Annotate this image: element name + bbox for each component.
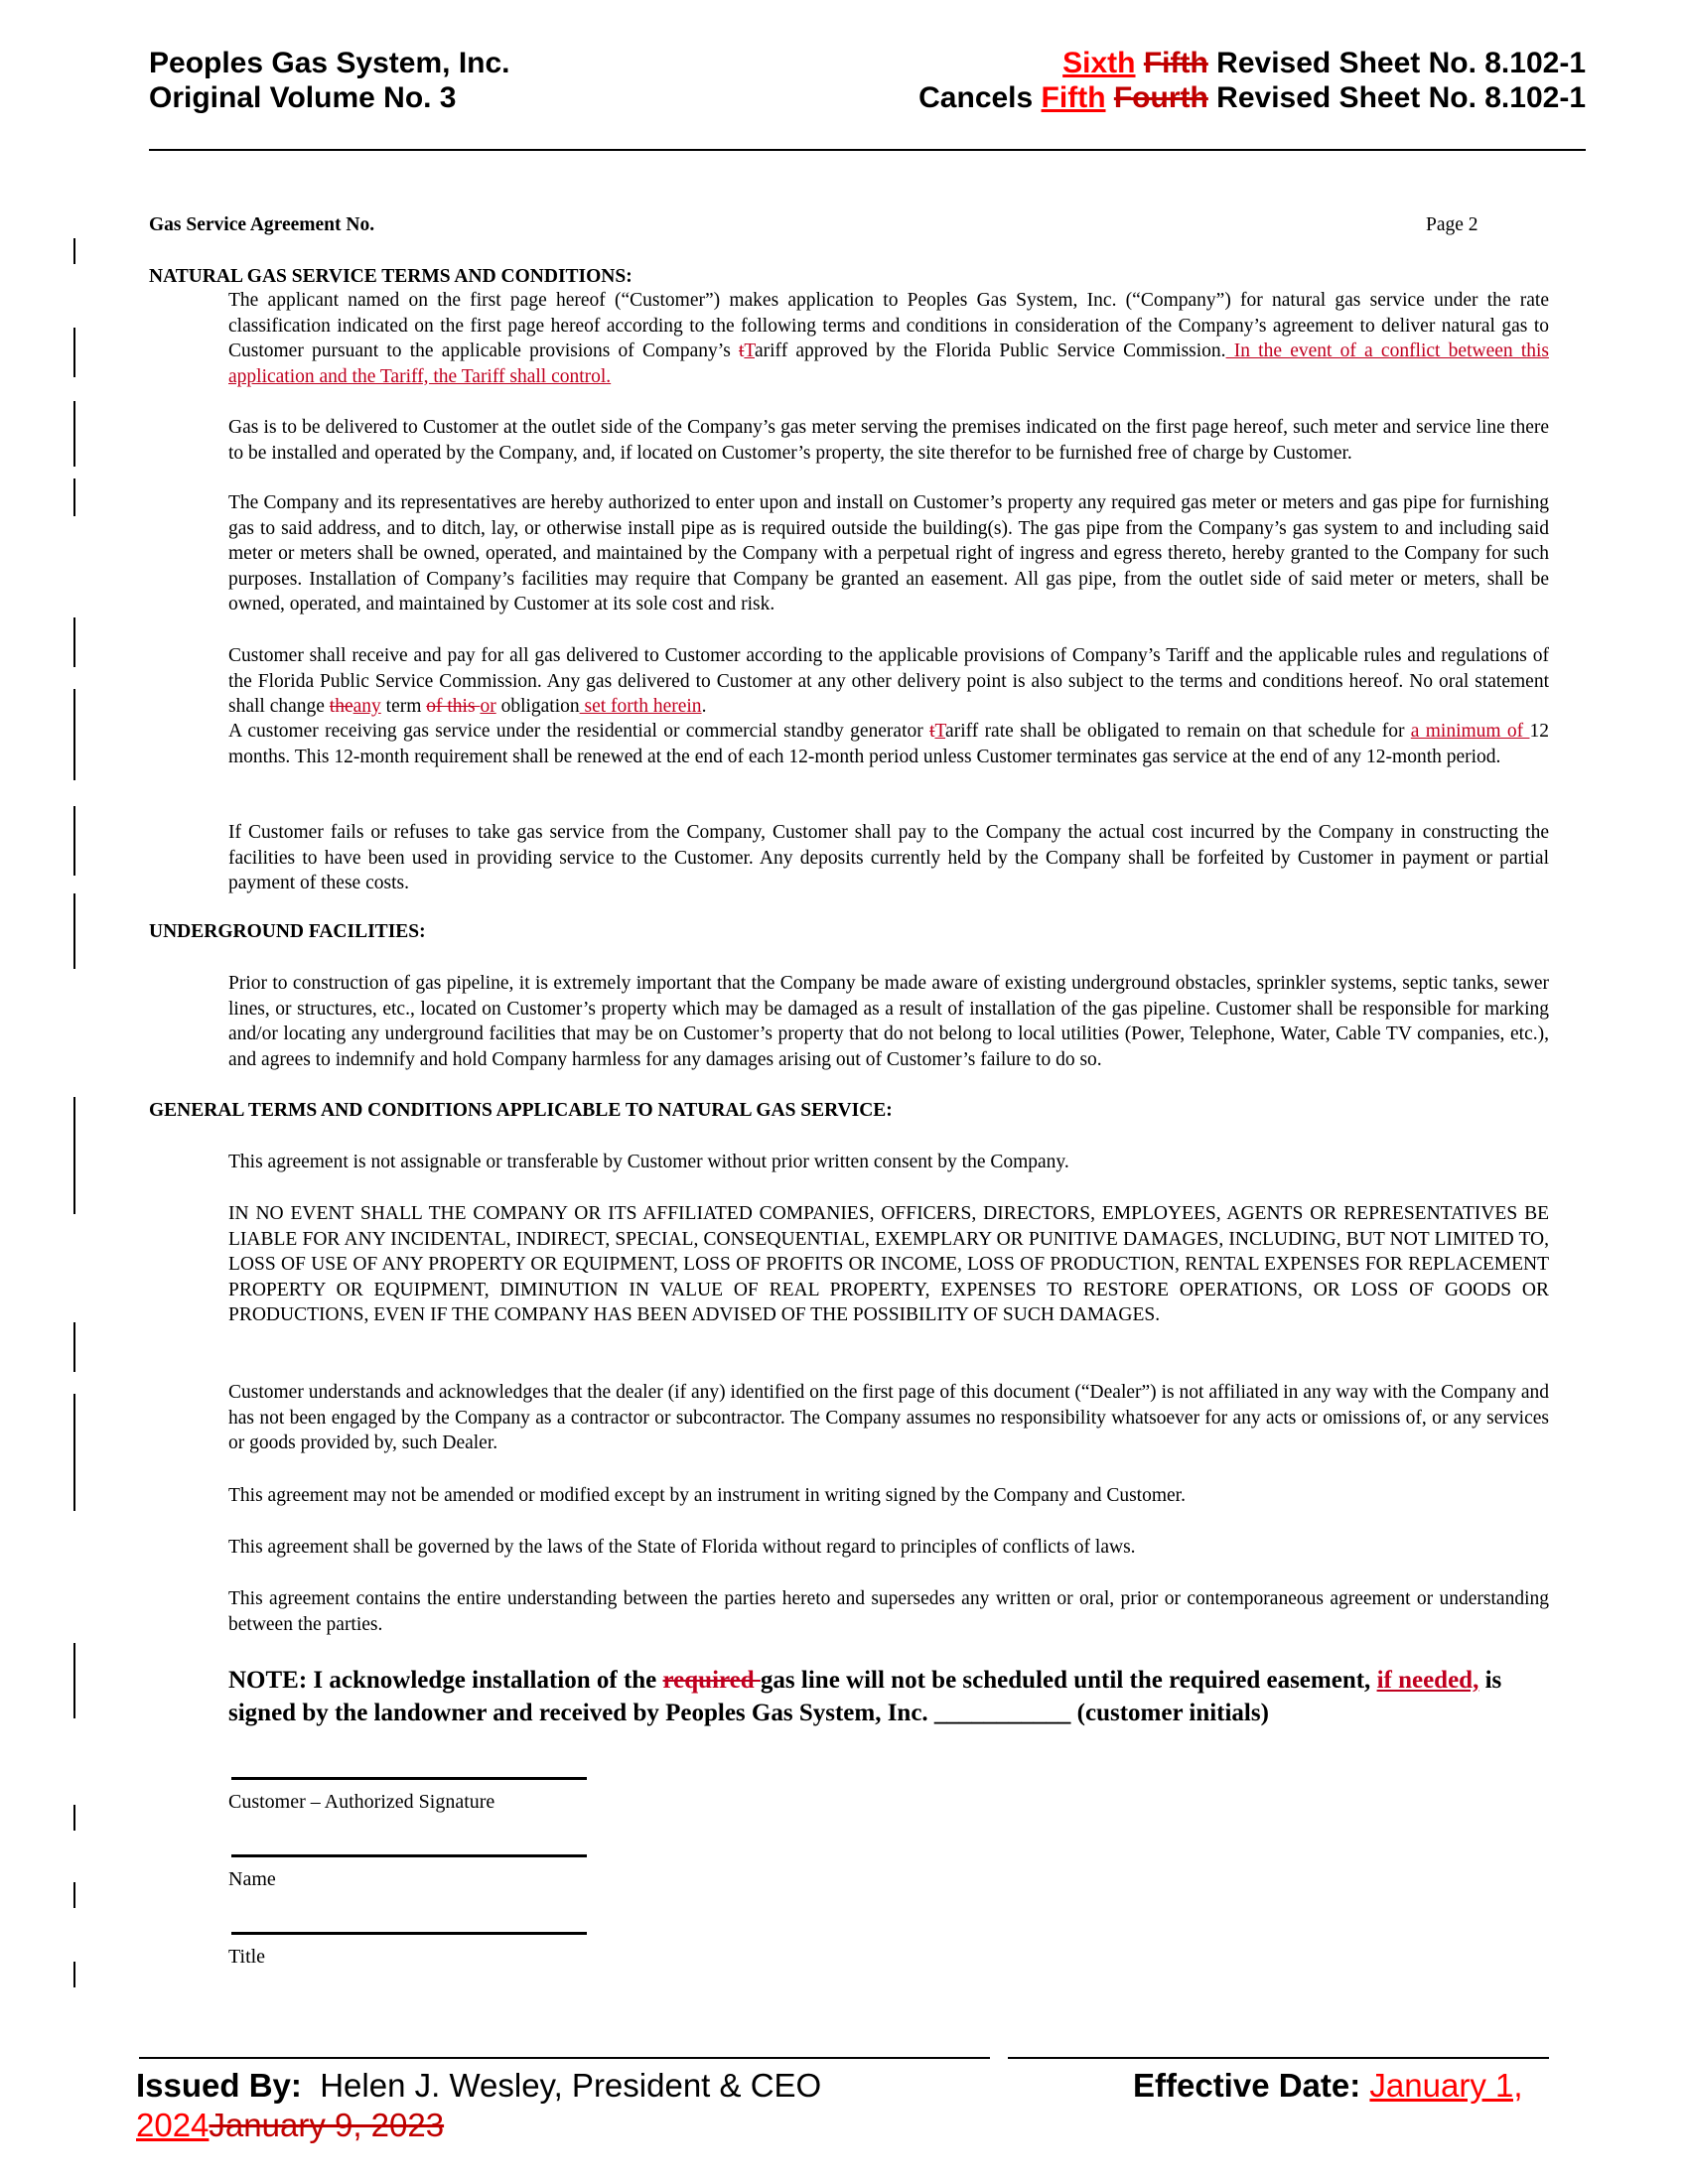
text-run: obligation	[495, 696, 580, 717]
effective-year-inserted: 2024	[136, 2107, 210, 2143]
paragraph-dealer: Customer understands and acknowledges that the dealer (if any) identified on the first page of this document (“Dealer”) is not affiliated in any way with the Company and has not been engaged by the Company as a contractor or subcontractor. The Company assumes no responsibility whatsoever for any acts or omissions of, or any services or goods provided by, such Dealer.	[228, 1382, 1549, 1453]
text-run: is signed by the landowner and received by Peoples Gas System, Inc. ___________ (customer initials)	[228, 1667, 1502, 1726]
effective-date-inserted: January 1,	[1369, 2067, 1523, 2104]
sheet-rest: Revised Sheet No. 8.102-1	[1207, 47, 1586, 79]
cancels-inserted: Fifth	[1041, 81, 1106, 114]
signature-line[interactable]	[231, 1777, 587, 1780]
page-number: Page 2	[1426, 214, 1478, 235]
sheet-deleted: Fifth	[1143, 47, 1208, 79]
agreement-number-label: Gas Service Agreement No.	[149, 214, 375, 235]
text-run: A customer receiving gas service under the residential or commercial standby generator	[228, 721, 930, 742]
paragraph-entire-agreement: This agreement contains the entire understanding between the parties hereto and supersedes any written or oral, prior or contemporaneous agreement or understanding between the parties.	[228, 1588, 1549, 1635]
name-label: Name	[228, 1868, 276, 1890]
issuer: Helen J. Wesley, President & CEO	[301, 2067, 822, 2104]
inserted-text: if needed,	[1376, 1667, 1479, 1694]
cancels-line	[918, 80, 1586, 115]
change-bar	[73, 689, 75, 780]
paragraph-payment	[228, 643, 1549, 720]
issued-by	[136, 2067, 821, 2105]
paragraph-authorization: The Company and its representatives are hereby authorized to enter upon and install on Customer’s property any required gas meter or meters and gas pipe for furnishing gas to said address, and to ditch, lay, or otherwise install pipe as is required outside the building(s). The gas pipe from the Company’s gas system to and including said meter or meters shall be owned, operated, and maintained by the Company with a perpetual right of ingress and egress thereto, hereby granted to the Company for such purposes. Installation of Company’s facilities may require that Company be granted an easement. All gas pipe, from the outlet side of said meter or meters, shall be owned, operated, and maintained by Customer at its sole cost and risk.	[228, 492, 1549, 614]
deleted-text: t	[739, 341, 745, 361]
change-bar	[73, 1322, 75, 1372]
text-run: ariff approved by the Florida Public Service Commission.	[754, 341, 1226, 361]
name-line[interactable]	[231, 1854, 587, 1857]
change-bar	[73, 1643, 75, 1718]
text-run: NOTE: I acknowledge installation of the	[228, 1667, 663, 1694]
change-bar	[73, 238, 75, 264]
effective-date-continued	[136, 2107, 444, 2144]
effective-date-deleted: January 9, 2023	[209, 2107, 445, 2143]
text-run: .	[701, 696, 707, 717]
inserted-text: In the event of a conflict between this application and the Tariff, the Tariff shall control.	[228, 341, 1549, 387]
text-run: Customer shall receive and pay for all gas delivered to Customer according to the applicable provisions of Company’s Tariff and the applicable rules and regulations of the Florida Public Service Commission. Any gas delivered to Customer at any other delivery point is also subject to the terms and conditions hereof. No oral statement shall change	[228, 645, 1549, 717]
signature-label: Customer – Authorized Signature	[228, 1791, 495, 1813]
sheet-inserted: Sixth	[1062, 47, 1136, 79]
issued-label: Issued By:	[136, 2067, 302, 2104]
paragraph-standby-generator	[228, 719, 1549, 769]
paragraph-underground: Prior to construction of gas pipeline, it is extremely important that the Company be made aware of existing underground obstacles, sprinkler systems, septic tanks, sewer lines, or structures, etc., located on Customer’s property which may be damaged as a result of installation of the gas pipeline. Customer shall be responsible for marking and/or locating any underground facilities that may be on Customer’s property that do not belong to local utilities (Power, Telephone, Water, Cable TV companies, etc.), and agrees to indemnify and hold Company harmless for any damages arising out of Customer’s failure to do so.	[228, 973, 1549, 1070]
deleted-text: required	[662, 1667, 761, 1694]
footer-rule-right	[1008, 2057, 1549, 2059]
section-heading-general: GENERAL TERMS AND CONDITIONS APPLICABLE TO NATURAL GAS SERVICE:	[149, 1100, 893, 1121]
change-bar	[73, 893, 75, 969]
change-bar	[73, 617, 75, 667]
cancels-rest: Revised Sheet No. 8.102-1	[1207, 81, 1586, 114]
header-rule	[149, 149, 1586, 151]
sheet-number	[918, 46, 1586, 80]
paragraph-liability: IN NO EVENT SHALL THE COMPANY OR ITS AFFILIATED COMPANIES, OFFICERS, DIRECTORS, EMPLOYEES, AGENTS OR REPRESENTATIVES BE LIABLE FOR ANY INCIDENTAL, INDIRECT, SPECIAL, CONSEQUENTIAL, EXEMPLARY OR PUNITIVE DAMAGES, INCLUDING, BUT NOT LIMITED TO, LOSS OF USE OF ANY PROPERTY OR EQUIPMENT, LOSS OF PROFITS OR INCOME, LOSS OF PRODUCTION, RENTAL EXPENSES FOR REPLACEMENT PROPERTY OR EQUIPMENT, DIMINUTION IN VALUE OF REAL PROPERTY, EXPENSES TO RESTORE OPERATIONS, OR LOSS OF GOODS OR PRODUCTIONS, EVEN IF THE COMPANY HAS BEEN ADVISED OF THE POSSIBILITY OF SUCH DAMAGES.	[228, 1203, 1549, 1325]
change-bar	[73, 328, 75, 377]
title-label: Title	[228, 1946, 266, 1968]
inserted-text: T	[934, 721, 946, 742]
text-run: 12 months. This 12-month requirement shall be renewed at the end of each 12-month period unless Customer terminates gas service at the end of any 12-month period.	[228, 721, 1549, 767]
change-bar	[73, 1882, 75, 1908]
sheet-header-left	[149, 46, 510, 115]
paragraph-amendment: This agreement may not be amended or modified except by an instrument in writing signed by the Company and Customer.	[228, 1485, 1186, 1506]
text-run: term	[380, 696, 427, 717]
text-run: ariff rate shall be obligated to remain on that schedule for	[945, 721, 1411, 742]
change-bar	[73, 1805, 75, 1831]
sheet-header-right	[918, 46, 1586, 115]
change-bar	[73, 1394, 75, 1511]
text-run: gas line will not be scheduled until the required easement,	[760, 1667, 1377, 1694]
effective-date	[1133, 2067, 1523, 2105]
deleted-text: the	[329, 696, 353, 717]
inserted-text: or	[480, 696, 496, 717]
volume-label: Original Volume No. 3	[149, 81, 457, 114]
change-bar	[73, 401, 75, 467]
title-line[interactable]	[231, 1932, 587, 1935]
inserted-text: T	[744, 341, 755, 361]
deleted-text: of this	[426, 696, 481, 717]
effective-label: Effective Date:	[1133, 2067, 1361, 2104]
section-heading-terms: NATURAL GAS SERVICE TERMS AND CONDITIONS:	[149, 266, 633, 287]
change-bar	[73, 1097, 75, 1214]
text-run: The applicant named on the first page hereof (“Customer”) makes application to Peoples Gas System, Inc. (“Company”) for natural gas service under the rate classification indicated on the first page hereof according to the following terms and conditions in consideration of the Company’s agreement to deliver natural gas to Customer pursuant to the applicable provisions of Company’s	[228, 290, 1549, 361]
footer-rule-left	[139, 2057, 990, 2059]
inserted-text: a minimum of	[1410, 721, 1530, 742]
paragraph-delivery: Gas is to be delivered to Customer at the outlet side of the Company’s gas meter serving the premises indicated on the first page hereof, such meter and service line there to be installed and operated by the Company, and, if located on Customer’s property, the site therefor to be furnished free of charge by Customer.	[228, 417, 1549, 464]
cancels-deleted: Fourth	[1113, 81, 1208, 114]
paragraph-refusal: If Customer fails or refuses to take gas service from the Company, Customer shall pay to the Company the actual cost incurred by the Company in constructing the facilities to have been used in providing service to the Customer. Any deposits currently held by the Company shall be forfeited by Customer in payment or partial payment of these costs.	[228, 822, 1549, 893]
paragraph-application	[228, 288, 1549, 389]
inserted-text: set forth herein	[579, 696, 702, 717]
change-bar	[73, 806, 75, 876]
change-bar	[73, 1962, 75, 1987]
change-bar	[73, 478, 75, 516]
inserted-text: any	[352, 696, 381, 717]
deleted-text: t	[929, 721, 935, 742]
paragraph-governing-law: This agreement shall be governed by the laws of the State of Florida without regard to principles of conflicts of laws.	[228, 1537, 1136, 1558]
section-heading-underground: UNDERGROUND FACILITIES:	[149, 921, 426, 942]
company-name: Peoples Gas System, Inc.	[149, 47, 510, 79]
paragraph-assignment: This agreement is not assignable or transferable by Customer without prior written consent by the Company.	[228, 1152, 1069, 1172]
cancels-prefix: Cancels	[918, 81, 1042, 114]
customer-note	[228, 1664, 1549, 1729]
